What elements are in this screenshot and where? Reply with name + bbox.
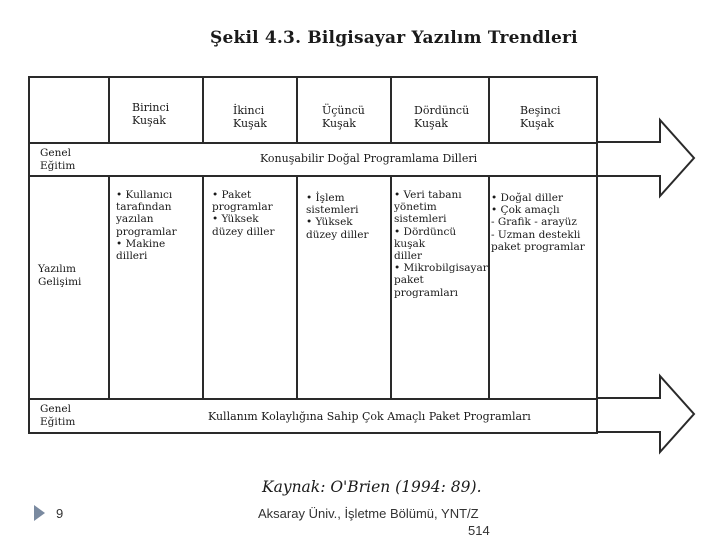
column-gen-5-line: • Çok amaçlı [491,204,560,217]
row-label-genel-bottom-line2: Eğitim [40,416,76,428]
header-bottom-line [28,142,598,144]
column-gen-5-line: - Uzman destekli [491,228,581,241]
column-gen-4-line: kuşak [394,237,426,250]
header-gen-4 [414,104,469,130]
row-label-yazilim-line1: Yazılım [38,263,76,275]
column-gen-1-line: yazılan [116,213,154,226]
row-label-genel-egitim-top [40,147,75,173]
column-gen-3-line: düzey diller [306,228,369,241]
trend-arrows [590,100,700,460]
row-label-yazilim-line2: Gelişimi [38,276,82,288]
column-gen-4-line: • Veri tabanı [394,189,462,201]
column-gen-2-line: düzey diller [212,225,275,238]
column-gen-1-line: dilleri [116,250,148,263]
columns-bottom-line [28,398,598,400]
header-gen-3 [322,104,365,130]
bullet-arrow-icon [34,505,45,521]
banner-top-bottom-line [28,175,598,177]
column-divider-2b [296,175,298,398]
header-gen-5 [520,104,561,130]
column-gen-3-line: sistemleri [306,204,359,217]
column-gen-3 [306,192,369,241]
column-gen-1-line: programlar [116,225,177,238]
header-gen-5-line2: Kuşak [520,117,554,130]
header-gen-5-line1: Beşinci [520,104,561,117]
header-gen-3-line2: Kuşak [322,117,356,130]
page-number: 9 [56,506,64,521]
row-label-genel-top-line2: Eğitim [40,160,76,172]
slide-number: 514 [468,523,490,538]
column-gen-4-line: paket [394,274,424,287]
header-gen-2-line2: Kuşak [233,117,267,130]
column-gen-2-line: programlar [212,201,273,214]
column-gen-4-line: diller [394,250,423,263]
column-gen-4-line: sistemleri [394,213,447,226]
header-gen-3-line1: Üçüncü [322,104,365,117]
column-gen-5 [491,192,585,253]
label-column-divider [108,175,110,398]
row-label-genel-top-line1: Genel [40,147,71,159]
column-gen-2 [212,189,275,238]
header-gen-1-line2: Kuşak [132,114,166,127]
column-gen-1-line: • Makine [116,237,166,250]
column-divider-1 [202,76,204,142]
column-gen-4-line: programları [394,286,459,299]
column-gen-5-line: • Doğal diller [491,192,563,204]
header-gen-2-line1: İkinci [233,104,265,117]
header-gen-2 [233,104,267,130]
column-gen-5-line: - Grafik - arayüz [491,216,577,229]
column-gen-5-line: paket programlar [491,240,585,253]
bottom-arrow-head [598,376,694,452]
column-gen-3-line: • Yüksek [306,216,353,229]
column-divider-3 [390,76,392,142]
column-gen-1-line: • Kullanıcı [116,189,173,201]
diagram-frame [28,76,598,434]
column-divider-4 [488,76,490,142]
column-gen-1-line: tarafından [116,201,172,214]
header-gen-4-line2: Kuşak [414,117,448,130]
label-column-divider-top [108,76,110,142]
column-divider-1b [202,175,204,398]
row-label-genel-egitim-bottom [40,403,75,429]
footer-institution: Aksaray Üniv., İşletme Bölümü, YNT/Z [258,506,479,521]
row-label-genel-bottom-line1: Genel [40,403,71,415]
column-divider-3b [390,175,392,398]
banner-multipurpose-packages: Kullanım Kolaylığına Sahip Çok Amaçlı Paket Programları [208,410,531,423]
top-arrow-head [598,120,694,196]
header-gen-4-line1: Dördüncü [414,104,470,117]
column-gen-2-line: • Yüksek [212,213,259,226]
column-gen-4 [394,189,488,299]
column-gen-1 [116,189,177,262]
banner-natural-language: Konuşabilir Doğal Programlama Dilleri [260,152,478,165]
column-gen-4-line: • Mikrobilgisayar [394,262,488,275]
header-gen-1-line1: Birinci [132,101,170,114]
header-gen-1 [132,101,169,127]
column-gen-3-line: • İşlem [306,192,345,204]
column-divider-4b [488,175,490,398]
column-divider-2 [296,76,298,142]
row-label-yazilim-gelisimi [38,263,81,289]
figure-source: Kaynak: O'Brien (1994: 89). [262,478,482,496]
column-gen-4-line: yönetim [394,201,437,214]
column-gen-2-line: • Paket [212,189,252,201]
figure-title: Şekil 4.3. Bilgisayar Yazılım Trendleri [210,28,578,48]
column-gen-4-line: • Dördüncü [394,225,457,238]
